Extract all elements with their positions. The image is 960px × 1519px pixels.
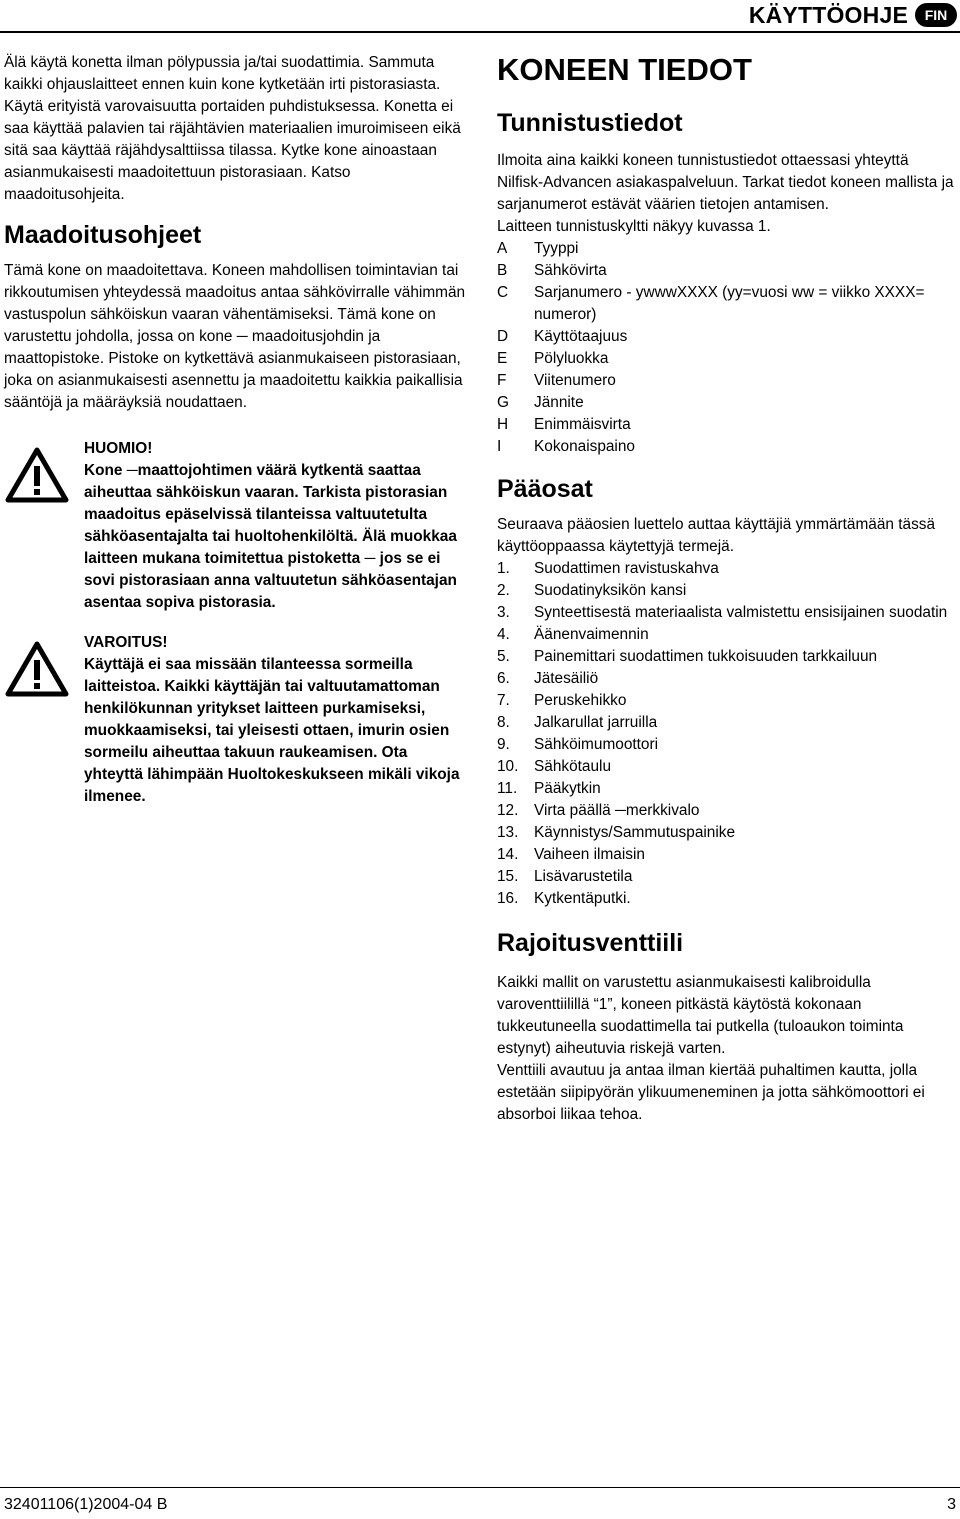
list-item	[497, 712, 957, 734]
list-item-text: Virta päällä ─merkkivalo	[534, 802, 700, 819]
list-item	[497, 756, 957, 778]
list-item-key: 8.	[497, 714, 510, 731]
list-item-key: 13.	[497, 824, 519, 841]
list-item	[497, 646, 957, 668]
list-item	[497, 238, 957, 260]
notice-block	[4, 438, 466, 614]
list-item-text: Vaiheen ilmaisin	[534, 846, 645, 863]
list-item-text: Painemittari suodattimen tukkoisuuden tarkkailuun	[534, 648, 878, 665]
relief-valve-text-2: Venttiili avautuu ja antaa ilman kiertää puhaltimen kautta, jolla estetään siipipyörän ylikuumeneminen ja jotta sähkömoottori ei absorboi liikaa tehoa.	[497, 1062, 925, 1123]
document-number: 32401106(1)2004-04 B	[4, 1496, 168, 1513]
list-item-key: F	[497, 372, 507, 389]
list-item-text: Sähköimumoottori	[534, 736, 659, 753]
list-item-key: G	[497, 394, 509, 411]
warning-triangle-icon	[4, 640, 70, 698]
warning-triangle-icon	[4, 446, 70, 504]
list-item-text: Viitenumero	[534, 372, 616, 389]
list-item-key: 4.	[497, 626, 510, 643]
warning-block	[4, 632, 466, 808]
notice-text: Kone ─maattojohtimen väärä kytkentä saattaa aiheuttaa sähköiskun vaaran. Tarkista pistorasian maadoitus epäselvissä tilanteissa valtuutetulta sähköasentajalta tai huoltohenkilöltä. Älä muokkaa laitteen mukana toimitettua pistoketta ─ jos se ei sovi pistorasiaan anna valtuutetun sähköasentajan asentaa sopiva pistorasia.	[84, 462, 457, 611]
identification-text: Ilmoita aina kaikki koneen tunnistustiedot ottaessasi yhteyttä Nilfisk-Advancen asiakaspalveluun. Tarkat tiedot koneen mallista ja sarjanumerot estävät väärien tietojen antamisen.	[497, 152, 954, 213]
list-item-text: Peruskehikko	[534, 692, 627, 709]
list-item-key: 5.	[497, 648, 510, 665]
document-title: KÄYTTÖOHJE	[748, 2, 908, 28]
list-item-key: 6.	[497, 670, 510, 687]
list-item	[497, 558, 957, 580]
list-item	[497, 822, 957, 844]
list-item-text: Tyyppi	[534, 240, 579, 257]
list-item-key: 16.	[497, 890, 519, 907]
list-item	[497, 436, 957, 458]
list-item-text: Kokonaispaino	[534, 438, 635, 455]
machine-info-heading: KONEEN TIEDOT	[497, 52, 752, 87]
identification-plate-text: Laitteen tunnistuskyltti näkyy kuvassa 1.	[497, 218, 771, 235]
list-item-text: Sähkövirta	[534, 262, 607, 279]
list-item	[497, 602, 957, 624]
list-item	[497, 800, 957, 822]
list-item-key: 9.	[497, 736, 510, 753]
list-item-text: Suodatinyksikön kansi	[534, 582, 687, 599]
list-item-text: Jalkarullat jarruilla	[534, 714, 658, 731]
list-item-text: Äänenvaimennin	[534, 626, 649, 643]
left-column	[4, 52, 466, 808]
grounding-heading: Maadoitusohjeet	[4, 221, 202, 249]
warning-text: Käyttäjä ei saa missään tilanteessa sormeilla laitteistoa. Kaikki käyttäjän tai valtuutamattoman henkilökunnan yritykset laitteen purkamiseksi, muokkaamiseksi, tai yleisesti ottaen, imurin osien sormeilu aiheuttaa takuun raukeamisen. Ota yhteyttä lähimpään Huoltokeskukseen mikäli vikoja ilmenee.	[84, 656, 460, 805]
list-item-text: Lisävarustetila	[534, 868, 633, 885]
list-item-key: 10.	[497, 758, 519, 775]
page-number: 3	[947, 1496, 956, 1513]
identification-heading: Tunnistustiedot	[497, 109, 683, 137]
identification-list	[497, 238, 957, 458]
list-item-key: 12.	[497, 802, 519, 819]
list-item-text: Synteettisestä materiaalista valmistettu ensisijainen suodatin	[534, 604, 948, 621]
main-parts-heading: Pääosat	[497, 475, 593, 503]
list-item	[497, 414, 957, 436]
list-item-text: Sarjanumero - ywwwXXXX (yy=vuosi ww = viikko XXXX= numeror)	[534, 284, 925, 323]
list-item-key: 14.	[497, 846, 519, 863]
list-item-text: Jätesäiliö	[534, 670, 599, 687]
language-badge: FIN	[915, 3, 957, 27]
list-item-key: I	[497, 438, 502, 455]
list-item-key: D	[497, 328, 509, 345]
list-item-text: Enimmäisvirta	[534, 416, 631, 433]
list-item-text: Pölyluokka	[534, 350, 609, 367]
main-parts-intro: Seuraava pääosien luettelo auttaa käyttäjiä ymmärtämään tässä käyttöoppaassa käytettyjä termejä.	[497, 516, 936, 555]
list-item-key: B	[497, 262, 508, 279]
list-item	[497, 690, 957, 712]
relief-valve-text: Kaikki mallit on varustettu asianmukaisesti kalibroidulla varoventtiilillä “1”, koneen pitkästä käytöstä kokonaan tukkeutuneella suodattimella tai putkella (tuloaukon toiminta estynyt) aiheutuvia riskejä varten.	[497, 974, 904, 1057]
list-item-key: C	[497, 284, 509, 301]
list-item	[497, 370, 957, 392]
list-item	[497, 326, 957, 348]
list-item-key: A	[497, 240, 508, 257]
list-item-key: 1.	[497, 560, 510, 577]
list-item	[497, 866, 957, 888]
list-item	[497, 734, 957, 756]
header-rule	[0, 31, 960, 33]
list-item-text: Sähkötaulu	[534, 758, 612, 775]
safety-intro-text: Älä käytä konetta ilman pölypussia ja/tai suodattimia. Sammuta kaikki ohjauslaitteet ennen kuin kone kytketään irti pistorasiasta. Käytä erityistä varovaisuutta portaiden puhdistuksessa. Konetta ei saa käyttää palavien tai räjähtävien materiaalien imuroimiseen eikä sitä saa käyttää räjähdysalttiissa tilassa. Kytke kone ainoastaan asianmukaisesti maadoitettuun pistorasiaan. Katso maadoitusohjeita.	[4, 54, 461, 203]
list-item-key: H	[497, 416, 509, 433]
list-item-key: 15.	[497, 868, 519, 885]
list-item-key: 2.	[497, 582, 510, 599]
relief-valve-heading: Rajoitusventtiili	[497, 929, 684, 957]
list-item	[497, 348, 957, 370]
list-item	[497, 844, 957, 866]
grounding-text: Tämä kone on maadoitettava. Koneen mahdollisen toimintavian tai rikkoutumisen yhteydessä maadoitus antaa sähkövirralle vähimmän vastuspolun sähköiskun vaaran vähentämiseksi. Tämä kone on varustettu johdolla, jossa on kone ─ maadoitusjohdin ja maattopistoke. Pistoke on kytkettävä asianmukaiseen pistorasiaan, joka on asianmukaisesti asennettu ja maadoitettu kaikkia paikallisia sääntöjä ja määräyksiä noudattaen.	[4, 262, 466, 411]
list-item-text: Jännite	[534, 394, 584, 411]
list-item	[497, 282, 957, 326]
list-item	[497, 392, 957, 414]
notice-label: HUOMIO!	[84, 440, 153, 457]
main-parts-list	[497, 558, 957, 910]
list-item-key: 3.	[497, 604, 510, 621]
list-item-text: Käyttötaajuus	[534, 328, 628, 345]
list-item	[497, 778, 957, 800]
list-item-text: Suodattimen ravistuskahva	[534, 560, 719, 577]
list-item-key: 7.	[497, 692, 510, 709]
list-item-text: Käynnistys/Sammutuspainike	[534, 824, 736, 841]
list-item-key: 11.	[497, 780, 518, 797]
list-item	[497, 624, 957, 646]
list-item	[497, 260, 957, 282]
list-item-key: E	[497, 350, 508, 367]
list-item	[497, 888, 957, 910]
list-item-text: Pääkytkin	[534, 780, 601, 797]
right-column	[497, 52, 957, 1126]
list-item-text: Kytkentäputki.	[534, 890, 631, 907]
list-item	[497, 580, 957, 602]
footer-rule	[0, 1487, 960, 1488]
warning-label: VAROITUS!	[84, 634, 168, 651]
list-item	[497, 668, 957, 690]
